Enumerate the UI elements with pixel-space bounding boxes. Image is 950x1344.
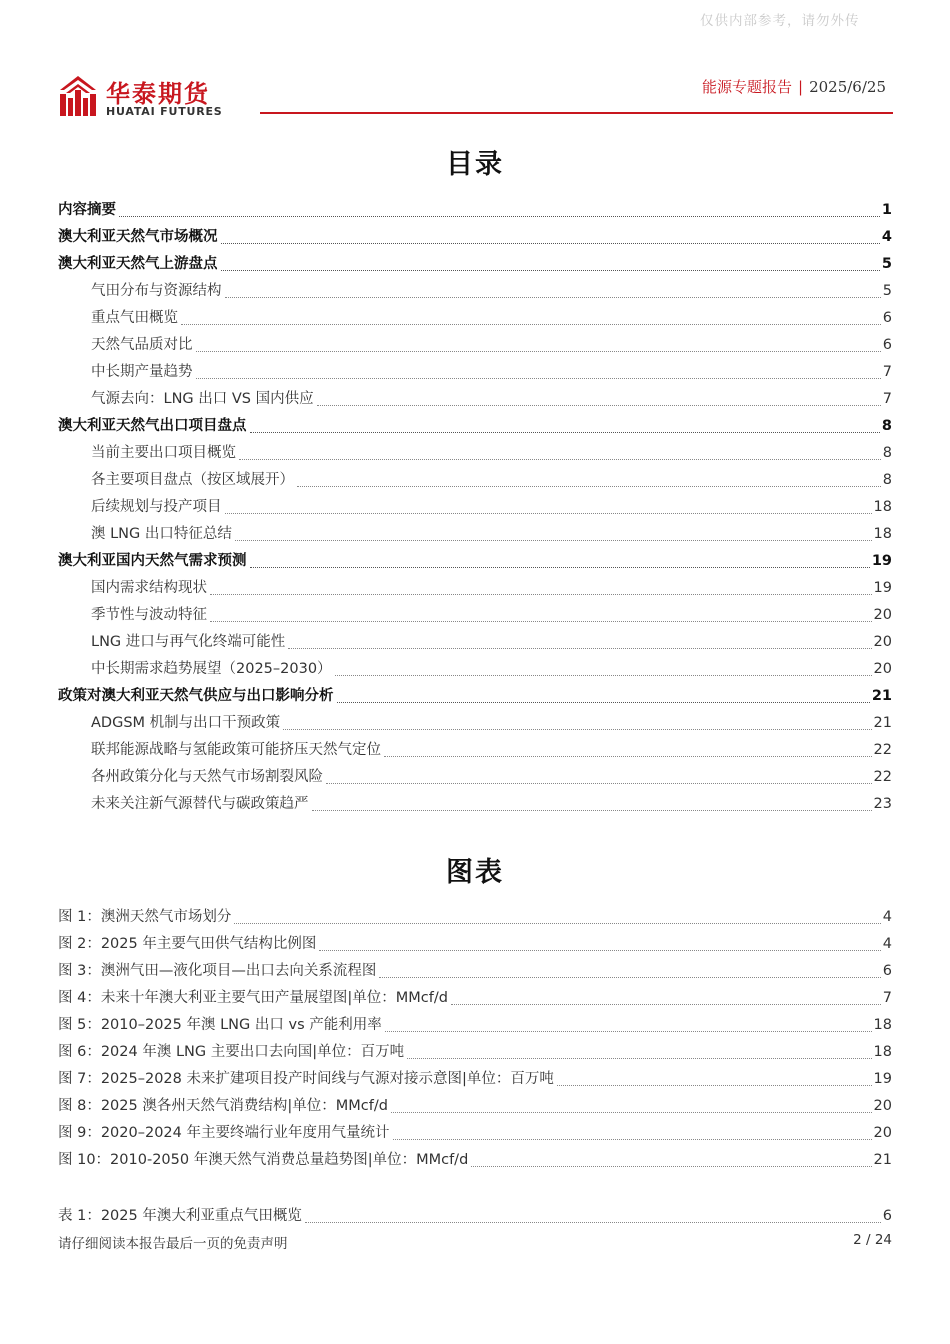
- dot-leader: [181, 324, 881, 325]
- dot-leader: [391, 1112, 872, 1113]
- dot-leader: [319, 950, 880, 951]
- figure-entry[interactable]: [58, 984, 892, 1011]
- table-entry-page: 6: [882, 1208, 892, 1224]
- figure-entry-title: 图 7：2025–2028 未来扩建项目投产时间线与气源对接示意图|单位：百万吨: [58, 1071, 554, 1087]
- header-divider: [260, 112, 893, 114]
- toc-entry-title: 当前主要出口项目概览: [91, 445, 236, 461]
- toc-entry-title: 国内需求结构现状: [91, 580, 207, 596]
- dot-leader: [312, 810, 872, 811]
- report-header-info: [702, 76, 886, 97]
- toc-entry-page: 22: [873, 769, 892, 785]
- figure-entry-title: 图 6：2024 年澳 LNG 主要出口去向国|单位：百万吨: [58, 1044, 405, 1060]
- dot-leader: [337, 702, 870, 703]
- toc-entry-title: 澳大利亚天然气出口项目盘点: [58, 418, 247, 434]
- toc-entry-page: 19: [871, 553, 892, 569]
- toc-entry-title: 后续规划与投产项目: [91, 499, 222, 515]
- toc-entry-page: 20: [873, 661, 892, 677]
- table-of-contents: [58, 196, 892, 817]
- huatai-logo-icon: [58, 74, 98, 118]
- toc-entry-title: 中长期产量趋势: [91, 364, 193, 380]
- toc-entry-page: 6: [882, 337, 892, 353]
- dot-leader: [196, 351, 881, 352]
- toc-entry[interactable]: [58, 601, 892, 628]
- toc-entry[interactable]: [58, 790, 892, 817]
- toc-entry[interactable]: [58, 250, 892, 277]
- toc-entry-page: 18: [873, 499, 892, 515]
- toc-entry-title: 澳大利亚天然气上游盘点: [58, 256, 218, 272]
- dot-leader: [239, 459, 881, 460]
- figure-entry-page: 21: [873, 1152, 892, 1168]
- dot-leader: [384, 756, 872, 757]
- figure-entry[interactable]: [58, 1146, 892, 1173]
- company-logo: [58, 72, 258, 122]
- figure-entry-title: 图 5：2010–2025 年澳 LNG 出口 vs 产能利用率: [58, 1017, 382, 1033]
- dot-leader: [471, 1166, 871, 1167]
- toc-entry-title: 气源去向：LNG 出口 VS 国内供应: [91, 391, 314, 407]
- toc-entry[interactable]: [58, 331, 892, 358]
- toc-entry-title: ADGSM 机制与出口干预政策: [91, 715, 281, 731]
- dot-leader: [335, 675, 872, 676]
- dot-leader: [288, 648, 871, 649]
- figure-list: [58, 903, 892, 1173]
- figure-entry-page: 18: [873, 1017, 892, 1033]
- figures-heading: 图表: [446, 857, 504, 888]
- toc-entry-page: 22: [873, 742, 892, 758]
- figure-entry-page: 18: [873, 1044, 892, 1060]
- figure-entry-title: 图 8：2025 澳各州天然气消费结构|单位：MMcf/d: [58, 1098, 388, 1114]
- toc-entry-title: 未来关注新气源替代与碳政策趋严: [91, 796, 309, 812]
- toc-entry[interactable]: [58, 385, 892, 412]
- table-list: [58, 1202, 892, 1229]
- toc-entry[interactable]: [58, 466, 892, 493]
- report-type: 能源专题报告: [702, 78, 793, 96]
- toc-entry-title: 内容摘要: [58, 202, 116, 218]
- toc-entry-page: 8: [882, 445, 892, 461]
- toc-entry[interactable]: [58, 412, 892, 439]
- toc-entry-title: 联邦能源战略与氢能政策可能挤压天然气定位: [91, 742, 381, 758]
- dot-leader: [235, 540, 872, 541]
- toc-entry-title: LNG 进口与再气化终端可能性: [91, 634, 286, 650]
- toc-entry-page: 7: [882, 364, 892, 380]
- toc-entry-page: 21: [873, 715, 892, 731]
- dot-leader: [225, 513, 872, 514]
- dot-leader: [326, 783, 872, 784]
- figure-entry-page: 7: [882, 990, 892, 1006]
- toc-entry-title: 各主要项目盘点（按区域展开）: [91, 472, 294, 488]
- toc-entry[interactable]: [58, 520, 892, 547]
- toc-entry-title: 中长期需求趋势展望（2025–2030）: [91, 661, 332, 677]
- toc-entry-title: 澳大利亚国内天然气需求预测: [58, 553, 247, 569]
- toc-entry-title: 各州政策分化与天然气市场割裂风险: [91, 769, 323, 785]
- dot-leader: [225, 297, 881, 298]
- dot-leader: [317, 405, 881, 406]
- dot-leader: [196, 378, 881, 379]
- figure-entry[interactable]: [58, 957, 892, 984]
- dot-leader: [234, 923, 880, 924]
- logo-chinese-name: 华泰期货: [106, 80, 210, 108]
- toc-entry-page: 5: [882, 283, 892, 299]
- toc-entry-page: 7: [882, 391, 892, 407]
- figure-entry-title: 图 9：2020–2024 年主要终端行业年度用气量统计: [58, 1125, 390, 1141]
- toc-heading: 目录: [446, 149, 504, 180]
- toc-entry-title: 政策对澳大利亚天然气供应与出口影响分析: [58, 688, 334, 704]
- dot-leader: [221, 270, 880, 271]
- figure-entry[interactable]: [58, 903, 892, 930]
- dot-leader: [283, 729, 871, 730]
- dot-leader: [407, 1058, 871, 1059]
- figure-entry[interactable]: [58, 1011, 892, 1038]
- dot-leader: [305, 1222, 881, 1223]
- figure-entry-page: 6: [882, 963, 892, 979]
- toc-entry-title: 气田分布与资源结构: [91, 283, 222, 299]
- toc-entry[interactable]: [58, 709, 892, 736]
- toc-entry-page: 23: [873, 796, 892, 812]
- toc-entry-page: 21: [871, 688, 892, 704]
- report-date: 2025/6/25: [809, 78, 886, 96]
- toc-entry-page: 4: [881, 229, 892, 245]
- toc-entry[interactable]: [58, 763, 892, 790]
- toc-entry-page: 5: [881, 256, 892, 272]
- toc-entry-page: 19: [873, 580, 892, 596]
- toc-entry[interactable]: [58, 628, 892, 655]
- toc-entry-title: 重点气田概览: [91, 310, 178, 326]
- figure-entry[interactable]: [58, 930, 892, 957]
- toc-entry-page: 8: [881, 418, 892, 434]
- logo-english-name: HUATAI FUTURES: [106, 105, 223, 118]
- figure-entry[interactable]: [58, 1119, 892, 1146]
- toc-entry-page: 18: [873, 526, 892, 542]
- toc-entry-title: 季节性与波动特征: [91, 607, 207, 623]
- table-entry-title: 表 1：2025 年澳大利亚重点气田概览: [58, 1208, 302, 1224]
- dot-leader: [250, 432, 880, 433]
- toc-entry[interactable]: [58, 277, 892, 304]
- dot-leader: [557, 1085, 872, 1086]
- toc-entry[interactable]: [58, 655, 892, 682]
- toc-entry[interactable]: [58, 304, 892, 331]
- toc-entry[interactable]: [58, 682, 892, 709]
- dot-leader: [210, 621, 872, 622]
- dot-leader: [221, 243, 880, 244]
- toc-entry-page: 20: [873, 634, 892, 650]
- footer-page-number: 2 / 24: [853, 1232, 892, 1248]
- dot-leader: [210, 594, 872, 595]
- toc-entry-page: 1: [881, 202, 892, 218]
- header-separator: |: [798, 78, 804, 96]
- dot-leader: [119, 216, 880, 217]
- footer-disclaimer: 请仔细阅读本报告最后一页的免责声明: [58, 1236, 288, 1252]
- figure-entry[interactable]: [58, 1065, 892, 1092]
- toc-entry-page: 20: [873, 607, 892, 623]
- toc-entry[interactable]: [58, 223, 892, 250]
- dot-leader: [250, 567, 870, 568]
- figure-entry[interactable]: [58, 1092, 892, 1119]
- toc-entry[interactable]: [58, 547, 892, 574]
- toc-entry-title: 天然气品质对比: [91, 337, 193, 353]
- figure-entry-page: 20: [873, 1125, 892, 1141]
- dot-leader: [393, 1139, 872, 1140]
- dot-leader: [297, 486, 881, 487]
- toc-entry[interactable]: [58, 358, 892, 385]
- toc-entry[interactable]: [58, 736, 892, 763]
- figure-entry-page: 20: [873, 1098, 892, 1114]
- figure-entry-page: 4: [882, 936, 892, 952]
- figure-entry-title: 图 4：未来十年澳大利亚主要气田产量展望图|单位：MMcf/d: [58, 990, 448, 1006]
- dot-leader: [379, 977, 880, 978]
- table-entry[interactable]: [58, 1202, 892, 1229]
- dot-leader: [451, 1004, 881, 1005]
- figure-entry[interactable]: [58, 1038, 892, 1065]
- watermark-text: 仅供内部参考，请勿外传: [700, 13, 860, 29]
- dot-leader: [385, 1031, 872, 1032]
- figure-entry-title: 图 2：2025 年主要气田供气结构比例图: [58, 936, 317, 952]
- toc-entry-page: 8: [882, 472, 892, 488]
- toc-entry[interactable]: [58, 196, 892, 223]
- toc-entry[interactable]: [58, 493, 892, 520]
- figure-entry-title: 图 3：澳洲气田—液化项目—出口去向关系流程图: [58, 963, 377, 979]
- figure-entry-page: 4: [882, 909, 892, 925]
- figure-entry-title: 图 10：2010-2050 年澳天然气消费总量趋势图|单位：MMcf/d: [58, 1152, 469, 1168]
- toc-entry[interactable]: [58, 574, 892, 601]
- toc-entry[interactable]: [58, 439, 892, 466]
- toc-entry-title: 澳 LNG 出口特征总结: [91, 526, 232, 542]
- toc-entry-title: 澳大利亚天然气市场概况: [58, 229, 218, 245]
- figure-entry-title: 图 1：澳洲天然气市场划分: [58, 909, 232, 925]
- toc-entry-page: 6: [882, 310, 892, 326]
- figure-entry-page: 19: [873, 1071, 892, 1087]
